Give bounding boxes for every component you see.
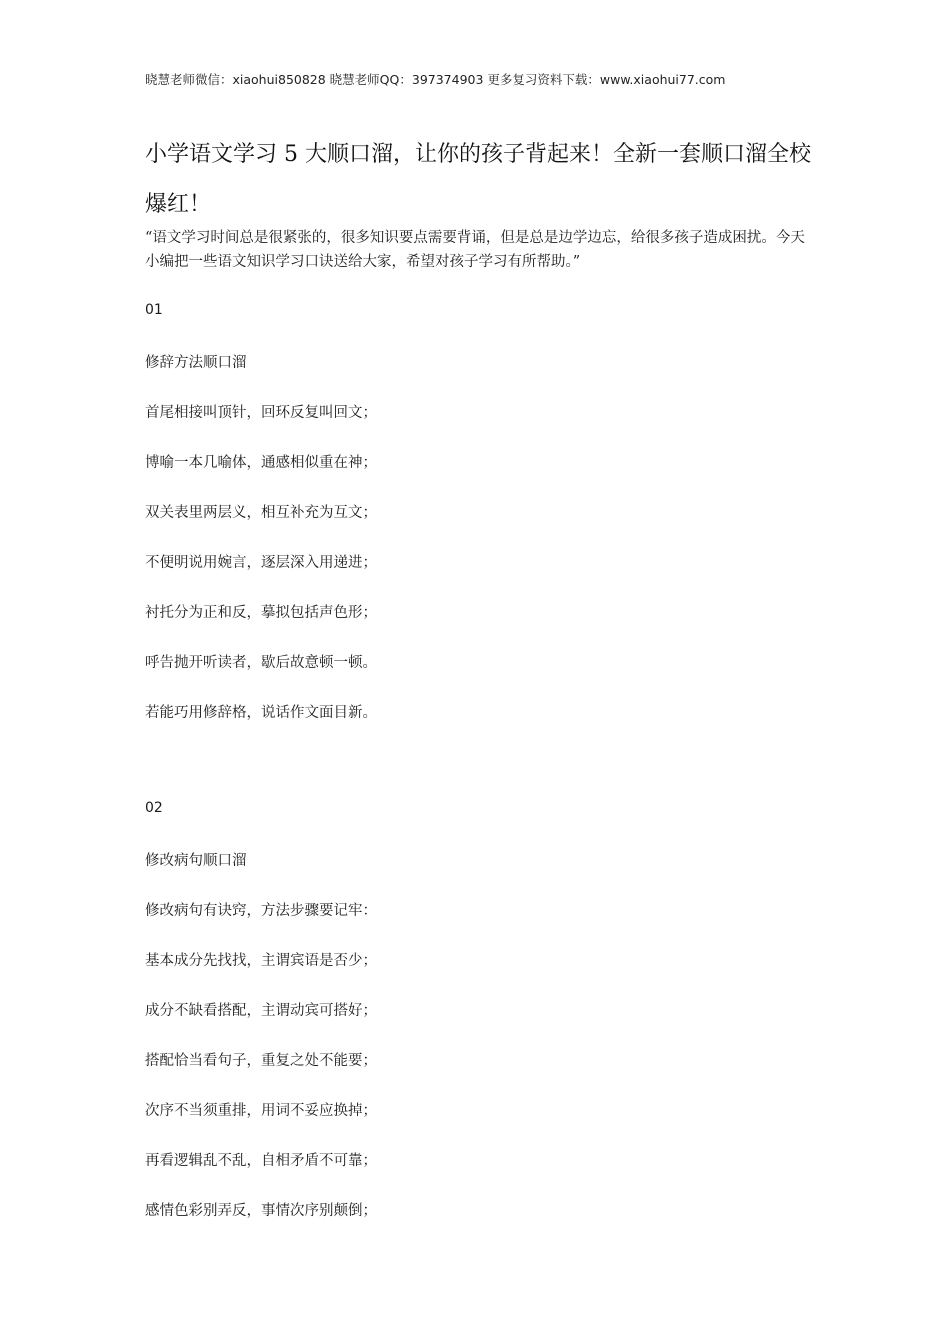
- verse-line: 感情色彩别弄反，事情次序别颠倒；: [145, 1203, 377, 1219]
- section-number: 01: [145, 302, 163, 318]
- verse-line: 若能巧用修辞格，说话作文面目新。: [145, 705, 377, 721]
- verse-line: 搭配恰当看句子，重复之处不能要；: [145, 1053, 377, 1069]
- verse-line: 衬托分为正和反，摹拟包括声色形；: [145, 605, 377, 621]
- section-heading: 修辞方法顺口溜: [145, 355, 247, 371]
- verse-line: 修改病句有诀窍，方法步骤要记牢：: [145, 903, 377, 919]
- article-title: 小学语文学习 5 大顺口溜，让你的孩子背起来！全新一套顺口溜全校爆红！: [145, 142, 811, 217]
- verse-line: 再看逻辑乱不乱，自相矛盾不可靠；: [145, 1153, 377, 1169]
- verse-line: 成分不缺看搭配，主谓动宾可搭好；: [145, 1003, 377, 1019]
- verse-line: 基本成分先找找，主谓宾语是否少；: [145, 953, 377, 969]
- verse-line: 不便明说用婉言，逐层深入用递进；: [145, 555, 377, 571]
- verse-line: 双关表里两层义，相互补充为互文；: [145, 505, 377, 521]
- intro-paragraph: “语文学习时间总是很紧张的，很多知识要点需要背诵，但是总是边学边忘，给很多孩子造成困扰。今天小编把一些语文知识学习口诀送给大家，希望对孩子学习有所帮助。”: [145, 230, 805, 270]
- section-number: 02: [145, 800, 163, 816]
- verse-line: 呼告抛开听读者，歇后故意顿一顿。: [145, 655, 377, 671]
- section-heading: 修改病句顺口溜: [145, 853, 247, 869]
- page-header: 晓慧老师微信：xiaohui850828 晓慧老师QQ：397374903 更多复习资料下载：www.xiaohui77.com: [145, 72, 726, 87]
- verse-line: 首尾相接叫顶针，回环反复叫回文；: [145, 405, 377, 421]
- verse-line: 次序不当须重排，用词不妥应换掉；: [145, 1103, 377, 1119]
- verse-line: 博喻一本几喻体，通感相似重在神；: [145, 455, 377, 471]
